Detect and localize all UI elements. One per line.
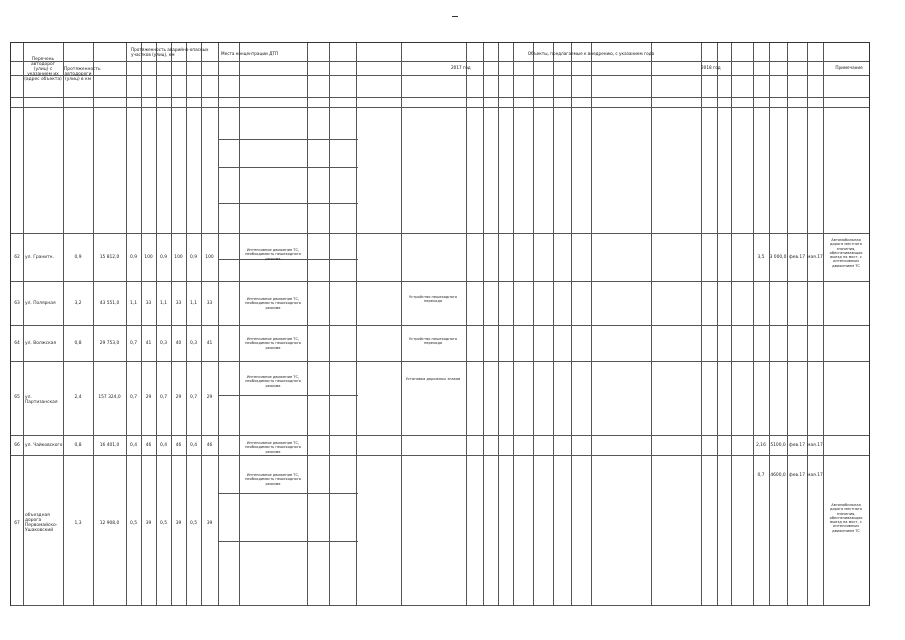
row-len: 157 324,0	[98, 395, 121, 400]
header-note: Примечание	[835, 65, 863, 70]
row-yr2: мая.17	[807, 473, 823, 478]
row-measure: Интенсивное движение ТС, необходимость пешеходного режима	[245, 337, 301, 350]
row-len: 15 812,0	[99, 255, 120, 260]
row-cost2: 5100,0	[770, 443, 786, 448]
row-object: Устройство пешеходного перехода	[408, 337, 458, 346]
row-num: 62	[14, 255, 20, 260]
row-note: Автомобильная дорога местного значения, обеспечивающая выезд на мост, с интенсивным движением ТС	[829, 238, 863, 268]
row-cost2: 4600,0	[770, 473, 786, 478]
row-a6: 39	[206, 521, 213, 526]
row-a3: 0,5	[160, 521, 167, 526]
header-objects: Объекты, предлагаемые к внедрению, с указанием года	[527, 51, 655, 56]
row-len: 16 401,0	[99, 443, 120, 448]
row-a2: 33	[145, 301, 152, 306]
row-cost1: 0,7	[757, 473, 765, 478]
row-a3: 0,4	[160, 443, 167, 448]
row-a1: 1,1	[130, 301, 137, 306]
header-places: Места концентрации ДТП	[221, 51, 279, 56]
row-road: ул. Чайковского	[25, 443, 63, 448]
row-road: ул. Полярная	[25, 301, 56, 306]
row-a5: 0,7	[190, 395, 197, 400]
row-km: 0,8	[74, 341, 82, 346]
row-len: 43 551,0	[99, 301, 120, 306]
row-yr: фев.17	[788, 473, 806, 478]
row-road: ул. Партизанская	[25, 395, 58, 405]
row-a2: 39	[145, 521, 152, 526]
row-a5: 0,3	[190, 341, 197, 346]
row-a2: 46	[145, 443, 152, 448]
row-a5: 0,9	[190, 255, 197, 260]
row-km: 0,8	[74, 443, 82, 448]
row-yr2: мая.17	[807, 443, 823, 448]
row-a6: 100	[205, 255, 214, 260]
row-num: 63	[14, 301, 20, 306]
row-a1: 0,9	[130, 255, 137, 260]
row-note: Автомобильная дорога местного значения, обеспечивающая выезд на мост, с интенсивным движением ТС	[829, 503, 863, 533]
row-len: 29 753,0	[99, 341, 120, 346]
header-roads: Перечень автодорог (улиц) с указанием их (адрес объекта)	[24, 57, 62, 82]
row-measure: Интенсивное движение ТС, необходимость пешеходного режима	[245, 473, 301, 486]
row-a1: 0,4	[130, 443, 137, 448]
row-yr2: мая.17	[807, 255, 823, 260]
page-mark	[452, 16, 458, 17]
row-yr: фев.17	[788, 255, 806, 260]
row-road: ул. Гранитн.	[25, 255, 54, 260]
row-a3: 0,9	[160, 255, 167, 260]
row-km: 2,4	[74, 395, 82, 400]
row-a4: 100	[174, 255, 183, 260]
row-a4: 39	[175, 521, 182, 526]
row-yr: фев.17	[788, 443, 806, 448]
row-num: 66	[14, 443, 20, 448]
row-a4: 33	[175, 301, 182, 306]
row-measure: Интенсивное движение ТС, необходимость пешеходного режима	[245, 441, 301, 454]
header-aoo: Протяженность аварийно-опасных участков (улиц), км	[131, 47, 209, 57]
row-measure: Интенсивное движение ТС, необходимость пешеходного режима	[245, 248, 301, 261]
row-km: 1,3	[74, 521, 82, 526]
row-road: ул. Волжская	[25, 341, 57, 346]
row-a5: 0,5	[190, 521, 197, 526]
row-a6: 46	[206, 443, 213, 448]
row-a6: 33	[206, 301, 213, 306]
row-a2: 100	[144, 255, 153, 260]
row-a5: 0,4	[190, 443, 197, 448]
year-2018: 2018 год	[701, 65, 721, 70]
row-num: 65	[14, 395, 20, 400]
concentration-table	[10, 42, 870, 606]
year-2017: 2017 год	[451, 65, 471, 70]
row-cost1: 2,16	[756, 443, 766, 448]
row-a5: 1,1	[190, 301, 197, 306]
row-a4: 40	[175, 341, 182, 346]
row-a3: 1,1	[160, 301, 167, 306]
row-num: 64	[14, 341, 20, 346]
row-a6: 29	[206, 395, 213, 400]
row-a3: 0,7	[160, 395, 167, 400]
row-num: 67	[14, 521, 20, 526]
row-km: 3,2	[74, 301, 82, 306]
row-a2: 29	[145, 395, 152, 400]
row-a1: 0,7	[130, 395, 137, 400]
row-object: Установка дорожных знаков	[405, 377, 461, 381]
row-measure: Интенсивное движение ТС, необходимость пешеходного режима	[245, 297, 301, 310]
row-a4: 29	[175, 395, 182, 400]
row-a1: 0,7	[130, 341, 137, 346]
row-km: 0,9	[74, 255, 82, 260]
row-a4: 46	[175, 443, 182, 448]
row-object: Устройство пешеходного перехода	[408, 295, 458, 304]
header-length: Протяженность автодороги (улиц) в км	[64, 67, 101, 82]
row-a6: 41	[206, 341, 213, 346]
row-a1: 0,5	[130, 521, 137, 526]
row-a3: 0,3	[160, 341, 167, 346]
row-a2: 41	[145, 341, 152, 346]
row-road: объездная дорога Первомайско-Ушаковский	[25, 513, 58, 533]
row-cost2: 3 000,0	[769, 255, 787, 260]
row-measure: Интенсивное движение ТС, необходимость пешеходного режима	[245, 375, 301, 388]
row-len: 12 908,0	[99, 521, 120, 526]
row-cost1: 3,5	[757, 255, 765, 260]
